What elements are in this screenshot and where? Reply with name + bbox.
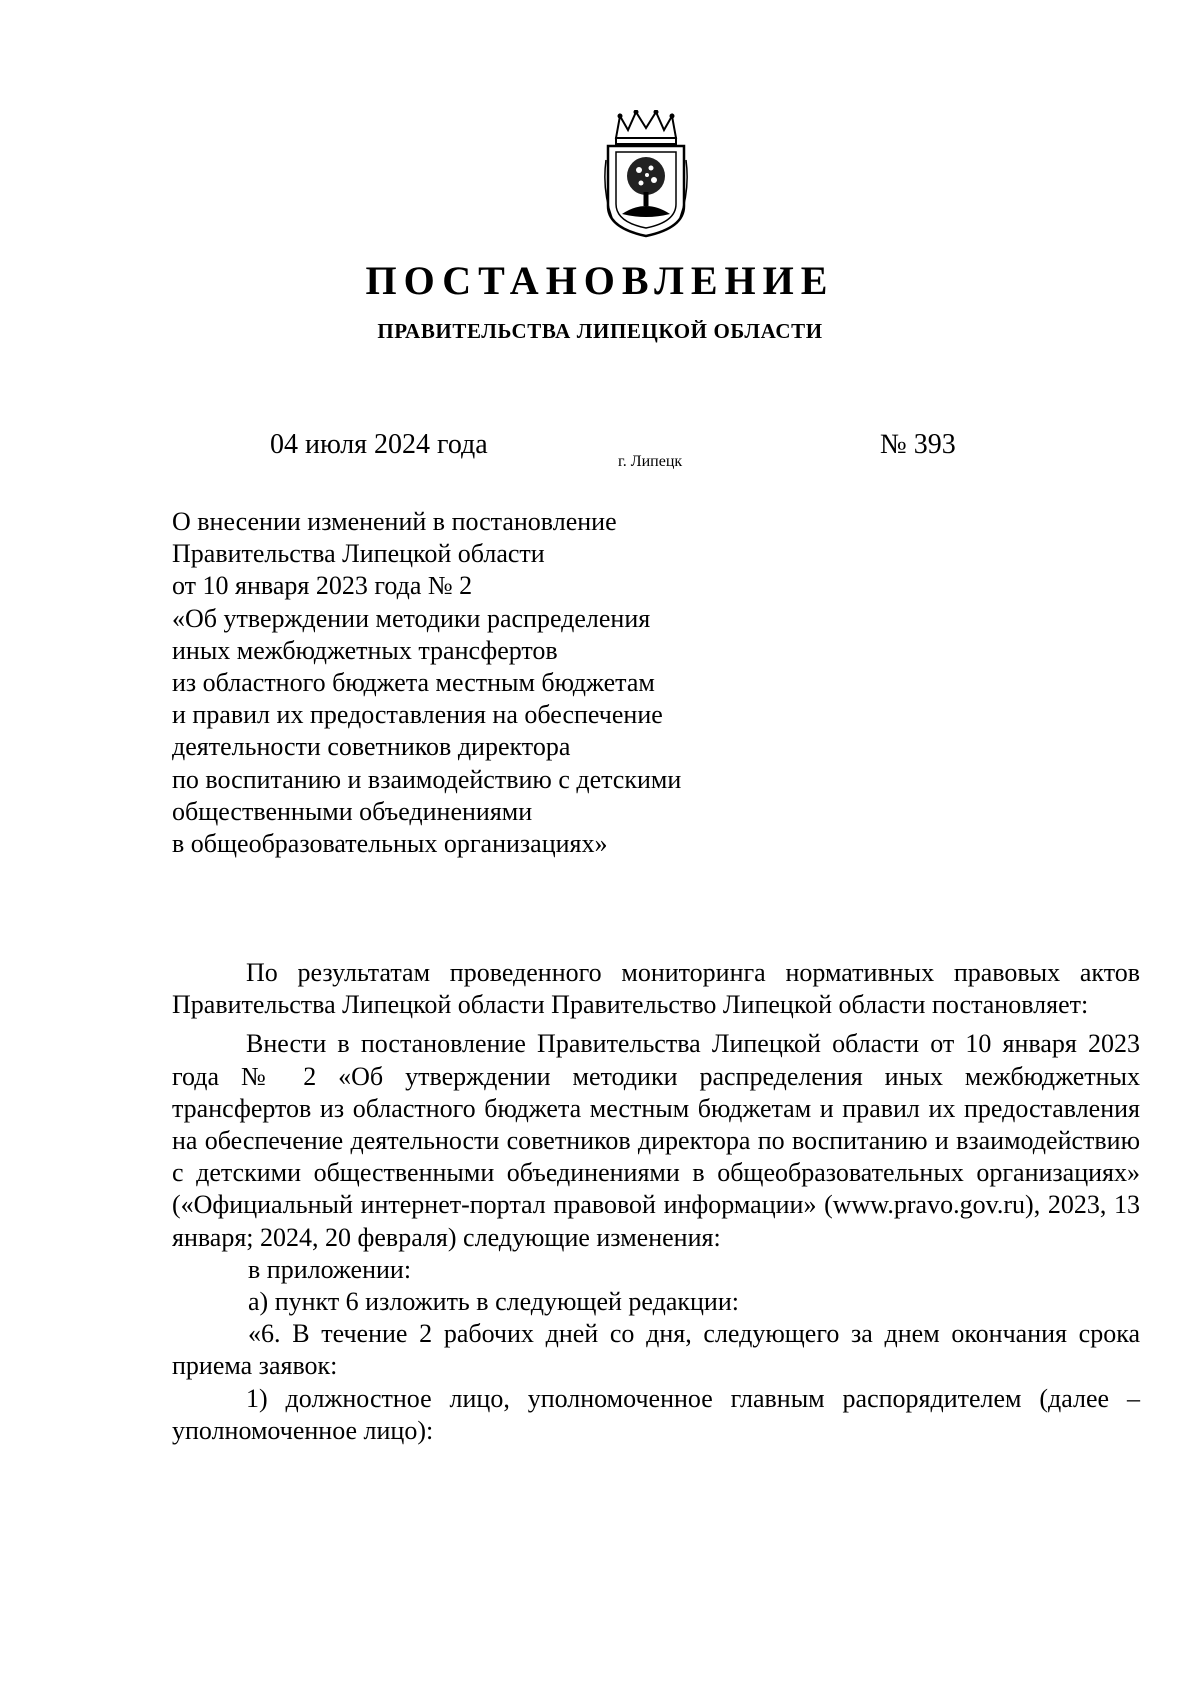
subject-line: «Об утверждении методики распределения (172, 603, 651, 633)
document-title: ПОСТАНОВЛЕНИЕ (365, 258, 835, 303)
document-number: № 393 (880, 429, 956, 460)
body-paragraph-subclause-1: 1) должностное лицо, уполномоченное главным распорядителем (далее – уполномоченное лицо): (172, 1383, 1140, 1445)
subject-line: по воспитанию и взаимодействию с детскими (172, 764, 682, 794)
subject-line: Правительства Липецкой области (172, 539, 545, 569)
body-paragraph-amendment: Внести в постановление Правительства Липецкой области от 10 января 2023 года № 2 «Об утверждении методики распределения иных межбюджетных трансфертов из областного бюджета местным бюджетам и правил их предоставления на обеспечение деятельности советников директора по воспитанию и взаимодействию с детскими общественными объединениями в общеобразовательных организациях» («Официальный интернет-портал правовой информации» (www.pravo.gov.ru), 2023, 13 января; 2024, 20 февраля) следующие изменения: (172, 1029, 1140, 1252)
subject-line: и правил их предоставления на обеспечение (172, 700, 663, 730)
document-date: 04 июля 2024 года (270, 429, 488, 460)
subject-line: О внесении изменений в постановление (172, 507, 617, 536)
subject-line: общественными объединениями (172, 796, 533, 826)
document-subject (172, 506, 832, 860)
subject-line: из областного бюджета местным бюджетам (172, 668, 655, 698)
subject-line: от 10 января 2023 года № 2 (172, 571, 473, 601)
body-paragraph-clause-6: «6. В течение 2 рабочих дней со дня, следующего за днем окончания срока приема заявок: (172, 1319, 1140, 1381)
body-paragraph-preamble: По результатам проведенного мониторинга нормативных правовых актов Правительства Липецкой области Правительство Липецкой области постановляет: (172, 958, 1140, 1020)
document-city: г. Липецк (618, 453, 683, 470)
subject-line: деятельности советников директора (172, 732, 571, 762)
document-subtitle: ПРАВИТЕЛЬСТВА ЛИПЕЦКОЙ ОБЛАСТИ (377, 319, 823, 343)
body-paragraph-appendix: в приложении: (248, 1254, 412, 1284)
subject-line: в общеобразовательных организациях» (172, 829, 608, 859)
lipetsk-coat-of-arms-icon (602, 110, 690, 238)
document-body (172, 957, 1140, 1447)
body-paragraph-item-a: а) пункт 6 изложить в следующей редакции: (248, 1287, 739, 1317)
subject-line: иных межбюджетных трансфертов (172, 635, 558, 665)
